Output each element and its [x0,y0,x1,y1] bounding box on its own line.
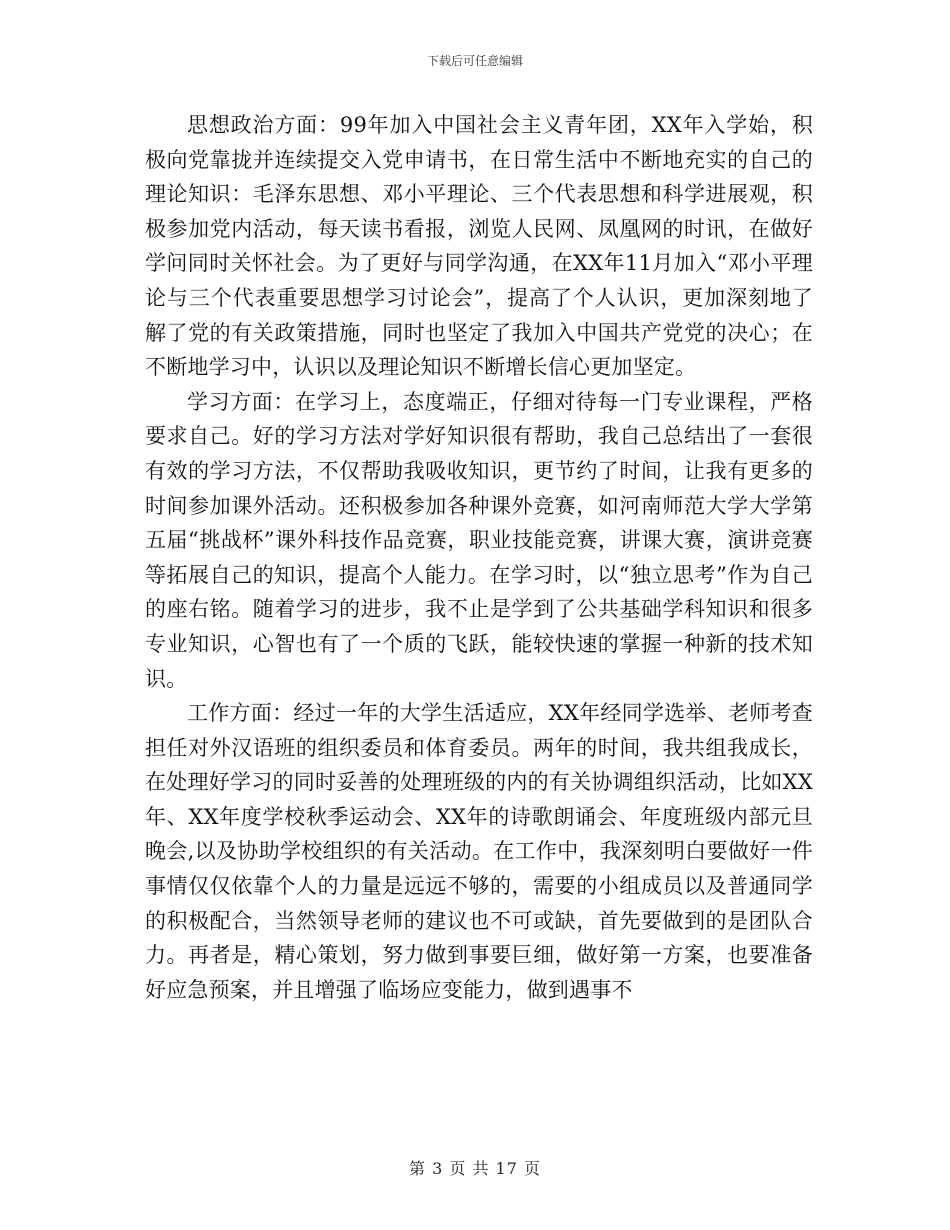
page-number-footer: 第 3 页 共 17 页 [409,1159,541,1178]
paragraph-work: 工作方面：经过一年的大学生活适应，XX年经同学选举、老师考查担任对外汉语班的组织委员和体育委员。两年的时间，我共组我成长，在处理好学习的同时妥善的处理班级的内的有关协调组织活动，比如XX年、XX年度学校秋季运动会、XX年的诗歌朗诵会、年度班级内部元旦晚会,以及协助学校组织的有关活动。在工作中，我深刻明白要做好一件事情仅仅依靠个人的力量是远远不够的，需要的小组成员以及普通同学的积极配合，当然领导老师的建议也不可或缺，首先要做到的是团队合力。再者是，精心策划，努力做到事要巨细，做好第一方案，也要准备好应急预案，并且增强了临场应变能力，做到遇事不 [145,701,813,1002]
paragraph-politics: 思想政治方面：99年加入中国社会主义青年团，XX年入学始，积极向党靠拢并连续提交入党申请书，在日常生活中不断地充实的自己的理论知识：毛泽东思想、邓小平理论、三个代表思想和科学进展观，积极参加党内活动，每天读书看报，浏览人民网、凤凰网的时讯，在做好学问同时关怀社会。为了更好与同学沟通，在XX年11月加入“邓小平理论与三个代表重要思想学习讨论会”，提高了个人认识，更加深刻地了解了党的有关政策措施，同时也坚定了我加入中国共产党党的决心；在不断地学习中，认识以及理论知识不断增长信心更加坚定。 [145,113,813,380]
document-body [145,108,813,1007]
page-header: 下载后可任意编辑 [426,54,523,68]
paragraph-study: 学习方面：在学习上，态度端正，仔细对待每一门专业课程，严格要求自己。好的学习方法对学好知识很有帮助，我自己总结出了一套很有效的学习方法，不仅帮助我吸收知识，更节约了时间，让我有更多的时间参加课外活动。还积极参加各种课外竞赛，如河南师范大学大学第五届“挑战杯”课外科技作品竞赛，职业技能竞赛，讲课大赛，演讲竞赛等拓展自己的知识，提高个人能力。在学习时，以“独立思考”作为自己的座右铭。随着学习的进步，我不止是学到了公共基础学科知识和很多专业知识，心智也有了一个质的飞跃，能较快速的掌握一种新的技术知识。 [145,389,813,691]
